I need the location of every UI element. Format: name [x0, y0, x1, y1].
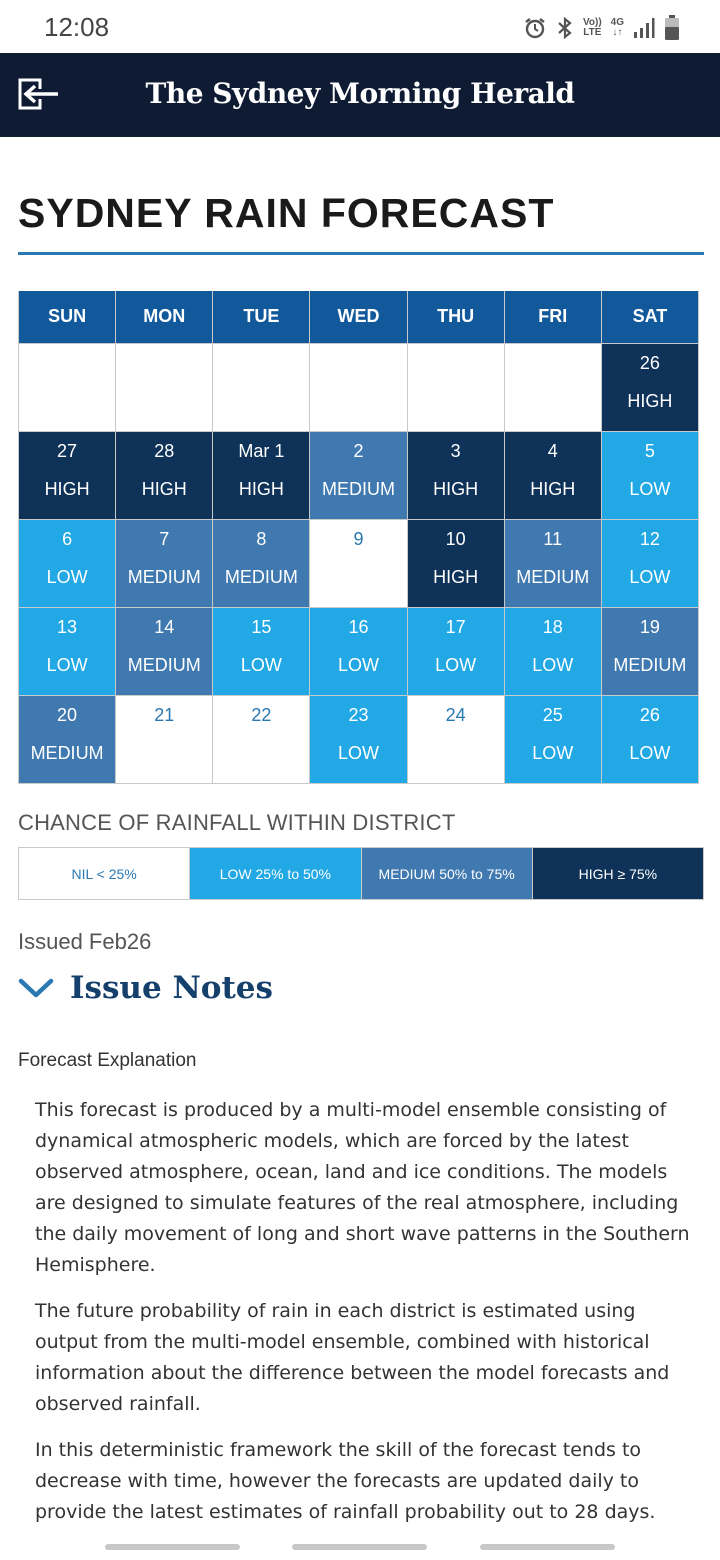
calendar-day-cell[interactable] — [213, 695, 310, 783]
gesture-navigation — [0, 1544, 720, 1552]
calendar-empty-cell — [213, 343, 310, 431]
calendar-day-cell[interactable] — [504, 431, 601, 519]
rain-chance-level: LOW — [629, 742, 671, 763]
explanation-paragraph: The future probability of rain in each district is estimated using output from the multi-model ensemble, combined with historical information about the difference between the model forecasts and observed rainfall. — [35, 1300, 670, 1415]
data-indicator: 4G ↓↑ — [610, 17, 624, 38]
calendar-day-cell[interactable] — [310, 519, 407, 607]
calendar-day-cell[interactable] — [116, 607, 213, 695]
issue-notes-toggle[interactable] — [18, 966, 273, 1010]
rain-chance-level: HIGH — [433, 478, 479, 499]
volte-label: Vo)) — [582, 17, 602, 28]
issued-date: Issued Feb26 — [18, 929, 152, 954]
day-header: THU — [407, 291, 504, 343]
day-date: 4 — [547, 440, 558, 461]
rain-chance-level: LOW — [629, 566, 671, 587]
rain-chance-level: LOW — [240, 654, 282, 675]
day-date: 3 — [450, 440, 461, 461]
calendar-day-cell[interactable] — [310, 695, 407, 783]
calendar-day-cell[interactable] — [116, 431, 213, 519]
day-header: SAT — [601, 291, 698, 343]
day-date: 21 — [154, 704, 175, 725]
explanation-paragraph: This forecast is produced by a multi-model ensemble consisting of dynamical atmospheric models, which are forced by the latest observed atmosphere, ocean, land and ice conditions. The models are designed to simulate features of the real atmosphere, including the daily movement of long and short wave patterns in the Southern Hemisphere. — [35, 1099, 690, 1276]
day-date: 26 — [639, 352, 660, 373]
calendar-week-row — [19, 431, 699, 519]
legend-item-medium: MEDIUM 50% to 75% — [362, 848, 533, 899]
calendar-body — [19, 343, 699, 783]
rain-chance-level: LOW — [629, 478, 671, 499]
legend-title: CHANCE OF RAINFALL WITHIN DISTRICT — [18, 810, 456, 835]
day-date: 27 — [57, 440, 78, 461]
day-date: 15 — [251, 616, 272, 637]
calendar-day-cell[interactable] — [116, 695, 213, 783]
status-bar — [0, 0, 720, 53]
day-header-row — [19, 291, 699, 343]
rain-chance-level: HIGH — [238, 478, 284, 499]
nav-recent[interactable] — [105, 1544, 240, 1550]
calendar-day-cell[interactable] — [407, 607, 504, 695]
signal-icon — [633, 17, 655, 39]
calendar-empty-cell — [504, 343, 601, 431]
day-header: TUE — [213, 291, 310, 343]
calendar-day-cell[interactable] — [407, 519, 504, 607]
rain-chance-level: MEDIUM — [127, 566, 201, 587]
calendar-day-cell[interactable] — [19, 431, 116, 519]
rainfall-legend — [18, 847, 704, 900]
issue-notes-title: Issue Notes — [70, 970, 273, 1006]
rain-chance-level: HIGH — [141, 478, 187, 499]
calendar-day-cell[interactable] — [19, 519, 116, 607]
chevron-down-icon — [18, 976, 54, 1000]
calendar-day-cell[interactable] — [407, 431, 504, 519]
day-date: 25 — [542, 704, 563, 725]
rain-chance-level: HIGH — [627, 390, 673, 411]
calendar-day-cell[interactable] — [310, 607, 407, 695]
rain-chance-level: LOW — [337, 654, 379, 675]
day-header: MON — [116, 291, 213, 343]
calendar-day-cell[interactable] — [601, 343, 698, 431]
calendar-day-cell[interactable] — [504, 607, 601, 695]
calendar-day-cell[interactable] — [407, 695, 504, 783]
alarm-icon — [523, 16, 547, 40]
status-time: 12:08 — [44, 12, 110, 42]
explanation-paragraph: In this deterministic framework the skill of the forecast tends to decrease with time, however the forecasts are updated daily to provide the latest estimates of rainfall probability out to 28 days. — [35, 1439, 656, 1523]
rain-chance-level: MEDIUM — [516, 566, 590, 587]
calendar-day-cell[interactable] — [116, 519, 213, 607]
calendar-empty-cell — [310, 343, 407, 431]
calendar-day-cell[interactable] — [601, 431, 698, 519]
day-date: Mar 1 — [238, 440, 285, 461]
rain-chance-level: MEDIUM — [613, 654, 687, 675]
calendar-day-cell[interactable] — [213, 519, 310, 607]
calendar-week-row — [19, 607, 699, 695]
rain-chance-level: HIGH — [433, 566, 479, 587]
rain-chance-level: LOW — [435, 654, 477, 675]
legend-item-high: HIGH ≥ 75% — [533, 848, 703, 899]
rain-chance-level: LOW — [532, 742, 574, 763]
bluetooth-icon — [556, 16, 574, 40]
forecast-calendar — [18, 291, 699, 784]
calendar-empty-cell — [19, 343, 116, 431]
day-date: 8 — [256, 528, 267, 549]
app-header — [0, 53, 720, 137]
title-divider — [18, 252, 704, 255]
forecast-explanation-body — [35, 1095, 690, 1543]
calendar-day-cell[interactable] — [601, 695, 698, 783]
day-header: SUN — [19, 291, 116, 343]
calendar-empty-cell — [116, 343, 213, 431]
calendar-week-row — [19, 519, 699, 607]
legend-item-low: LOW 25% to 50% — [190, 848, 361, 899]
day-date: 14 — [154, 616, 175, 637]
rain-chance-level: MEDIUM — [321, 478, 395, 499]
day-date: 22 — [251, 704, 272, 725]
day-date: 7 — [159, 528, 170, 549]
day-date: 10 — [445, 528, 466, 549]
day-date: 20 — [57, 704, 78, 725]
day-date: 16 — [348, 616, 369, 637]
masthead-logo[interactable]: The Sydney Morning Herald — [145, 77, 575, 110]
calendar-day-cell[interactable] — [601, 519, 698, 607]
day-date: 19 — [639, 616, 660, 637]
day-date: 5 — [644, 440, 655, 461]
battery-icon — [664, 15, 680, 41]
legend-item-nil: NIL < 25% — [19, 848, 190, 899]
calendar-day-cell[interactable] — [601, 607, 698, 695]
calendar-day-cell[interactable] — [19, 695, 116, 783]
day-date: 6 — [62, 528, 73, 549]
calendar-day-cell[interactable] — [213, 431, 310, 519]
day-date: 9 — [353, 528, 364, 549]
day-date: 11 — [543, 528, 563, 549]
calendar-day-cell[interactable] — [504, 695, 601, 783]
day-date: 28 — [154, 440, 175, 461]
calendar-day-cell[interactable] — [213, 607, 310, 695]
page-title: SYDNEY RAIN FORECAST — [18, 190, 555, 236]
day-header: FRI — [504, 291, 601, 343]
day-header: WED — [310, 291, 407, 343]
rain-chance-level: MEDIUM — [127, 654, 201, 675]
rain-chance-level: LOW — [46, 566, 88, 587]
day-date: 17 — [445, 616, 466, 637]
day-date: 24 — [445, 704, 466, 725]
status-icons — [523, 14, 680, 42]
rain-chance-level: MEDIUM — [30, 742, 104, 763]
rain-chance-level: HIGH — [530, 478, 576, 499]
calendar-day-cell[interactable] — [19, 607, 116, 695]
calendar-day-cell[interactable] — [504, 519, 601, 607]
rain-chance-level: LOW — [337, 742, 379, 763]
lte-label: LTE — [583, 27, 602, 38]
nav-home[interactable] — [292, 1544, 427, 1550]
network-type-label: 4G — [610, 17, 624, 28]
day-date: 13 — [57, 616, 78, 637]
calendar-week-row — [19, 343, 699, 431]
rain-chance-level: LOW — [532, 654, 574, 675]
rain-chance-level: LOW — [46, 654, 88, 675]
calendar-week-row — [19, 695, 699, 783]
nav-back[interactable] — [480, 1544, 615, 1550]
rain-chance-level: HIGH — [44, 478, 90, 499]
forecast-explanation-heading: Forecast Explanation — [18, 1050, 197, 1071]
calendar-day-cell[interactable] — [310, 431, 407, 519]
day-date: 2 — [353, 440, 364, 461]
rain-chance-level: MEDIUM — [224, 566, 298, 587]
day-date: 18 — [542, 616, 563, 637]
day-date: 26 — [639, 704, 660, 725]
day-date: 23 — [348, 704, 369, 725]
day-date: 12 — [639, 528, 660, 549]
volte-indicator — [583, 18, 602, 38]
calendar-empty-cell — [407, 343, 504, 431]
